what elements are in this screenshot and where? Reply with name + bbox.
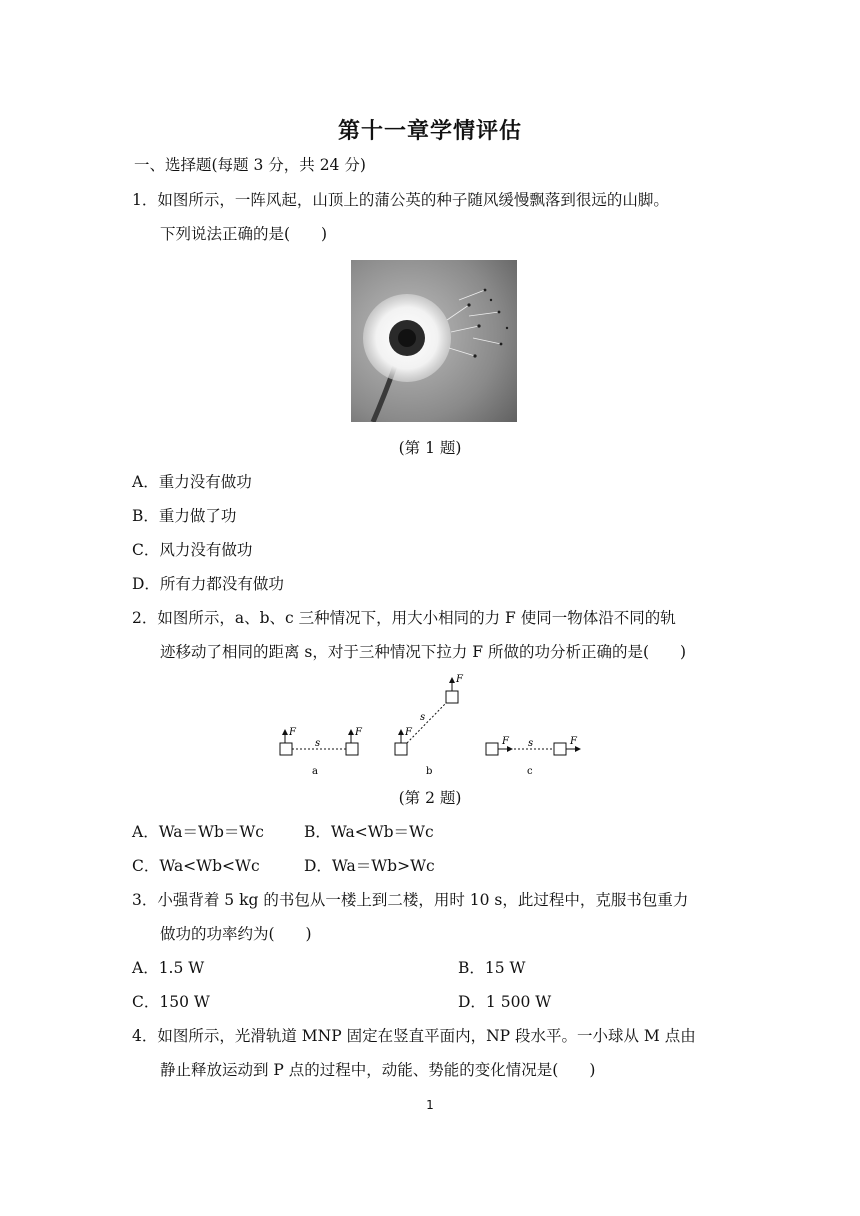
q2-option-c: C．Wa<Wb<Wc	[132, 857, 260, 875]
q1-option-c: C．风力没有做功	[132, 541, 253, 559]
q3-option-a: A．1.5 W	[132, 959, 205, 977]
q3-stem-line1: 3．小强背着 5 kg 的书包从一楼上到二楼，用时 10 s，此过程中，克服书包重力	[132, 891, 689, 909]
label-F: F	[570, 736, 577, 747]
q1-option-b: B．重力做了功	[132, 507, 237, 525]
q2-figure-caption: (第 2 题)	[398, 789, 462, 807]
q2-option-d: D．Wa＝Wb>Wc	[304, 857, 435, 875]
q2-stem-line1: 2．如图所示，a、b、c 三种情况下，用大小相同的力 F 使同一物体沿不同的轨	[132, 609, 676, 627]
label-F: F	[405, 727, 412, 738]
q1-stem-line2: 下列说法正确的是( )	[160, 225, 328, 243]
dandelion-photo	[351, 260, 517, 422]
q1-option-d: D．所有力都没有做功	[132, 575, 284, 593]
label-F: F	[355, 727, 362, 738]
label-s: s	[420, 712, 426, 723]
page-number: 1	[426, 1098, 434, 1112]
q4-stem-line2: 静止释放运动到 P 点的过程中，动能、势能的变化情况是( )	[160, 1061, 596, 1079]
q1-stem-line1: 1．如图所示，一阵风起，山顶上的蒲公英的种子随风缓慢飘落到很远的山脚。	[132, 191, 669, 209]
label-s: s	[315, 738, 321, 749]
diagram-b	[395, 678, 458, 755]
force-diagram	[270, 672, 600, 780]
page-title: 第十一章学情评估	[337, 119, 522, 144]
label-F: F	[456, 674, 463, 685]
label-a: a	[312, 766, 318, 777]
q3-option-b: B．15 W	[458, 959, 526, 977]
q4-stem-line1: 4．如图所示，光滑轨道 MNP 固定在竖直平面内，NP 段水平。一小球从 M 点由	[132, 1027, 696, 1045]
q2-stem-line2: 迹移动了相同的距离 s，对于三种情况下拉力 F 所做的功分析正确的是( )	[160, 643, 687, 661]
label-b: b	[426, 766, 433, 777]
q1-figure-caption: (第 1 题)	[398, 439, 462, 457]
label-s: s	[528, 738, 534, 749]
q3-stem-line2: 做功的功率约为( )	[160, 925, 312, 943]
q2-option-a: A．Wa＝Wb＝Wc	[132, 823, 264, 841]
q3-option-c: C．150 W	[132, 993, 210, 1011]
q3-option-d: D．1 500 W	[458, 993, 552, 1011]
label-F: F	[502, 736, 509, 747]
label-c: c	[527, 766, 533, 777]
q2-option-b: B．Wa<Wb＝Wc	[304, 823, 434, 841]
q1-option-a: A．重力没有做功	[132, 473, 252, 491]
label-F: F	[289, 727, 296, 738]
section-heading: 一、选择题(每题 3 分，共 24 分)	[134, 156, 366, 174]
